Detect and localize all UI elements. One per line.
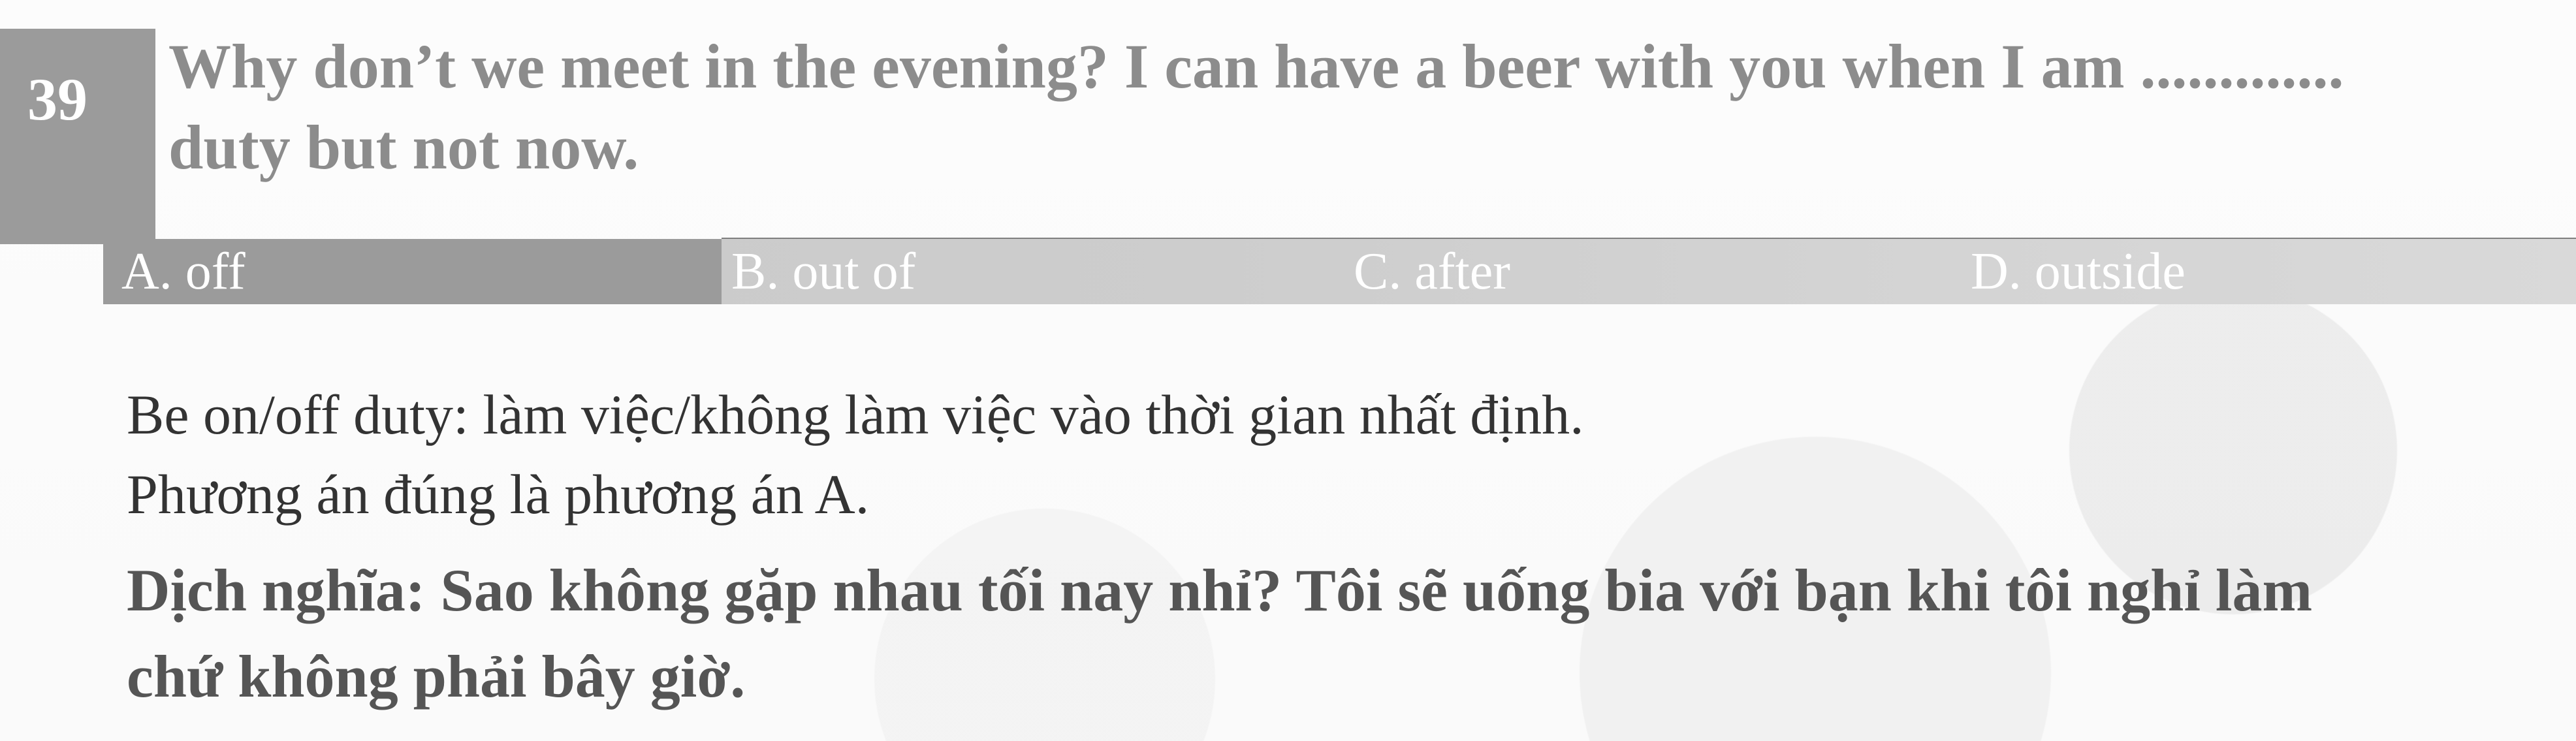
explanation-line-2: Phương án đúng là phương án A.	[127, 463, 870, 526]
translation-line-1: Dịch nghĩa: Sao không gặp nhau tối nay nhỉ? Tôi sẽ uống bia với bạn khi tôi nghỉ làm	[127, 557, 2313, 623]
option-b: B. out of	[731, 243, 916, 300]
option-a: A. off	[121, 243, 246, 300]
question-text-line-2: duty but not now.	[168, 112, 639, 182]
option-d: D. outside	[1971, 243, 2186, 300]
option-c: C. after	[1354, 243, 1510, 300]
question-text-line-1: Why don’t we meet in the evening? I can have a beer with you when I am .............	[168, 31, 2344, 101]
translation	[127, 547, 2569, 719]
translation-line-2: chứ không phải bây giờ.	[127, 643, 746, 710]
question-number: 39	[27, 66, 87, 133]
question-number-box	[0, 29, 155, 244]
options-row	[103, 239, 2576, 304]
question-text	[168, 26, 2571, 188]
explanation-line-1: Be on/off duty: làm việc/không làm việc vào thời gian nhất định.	[127, 383, 1584, 446]
